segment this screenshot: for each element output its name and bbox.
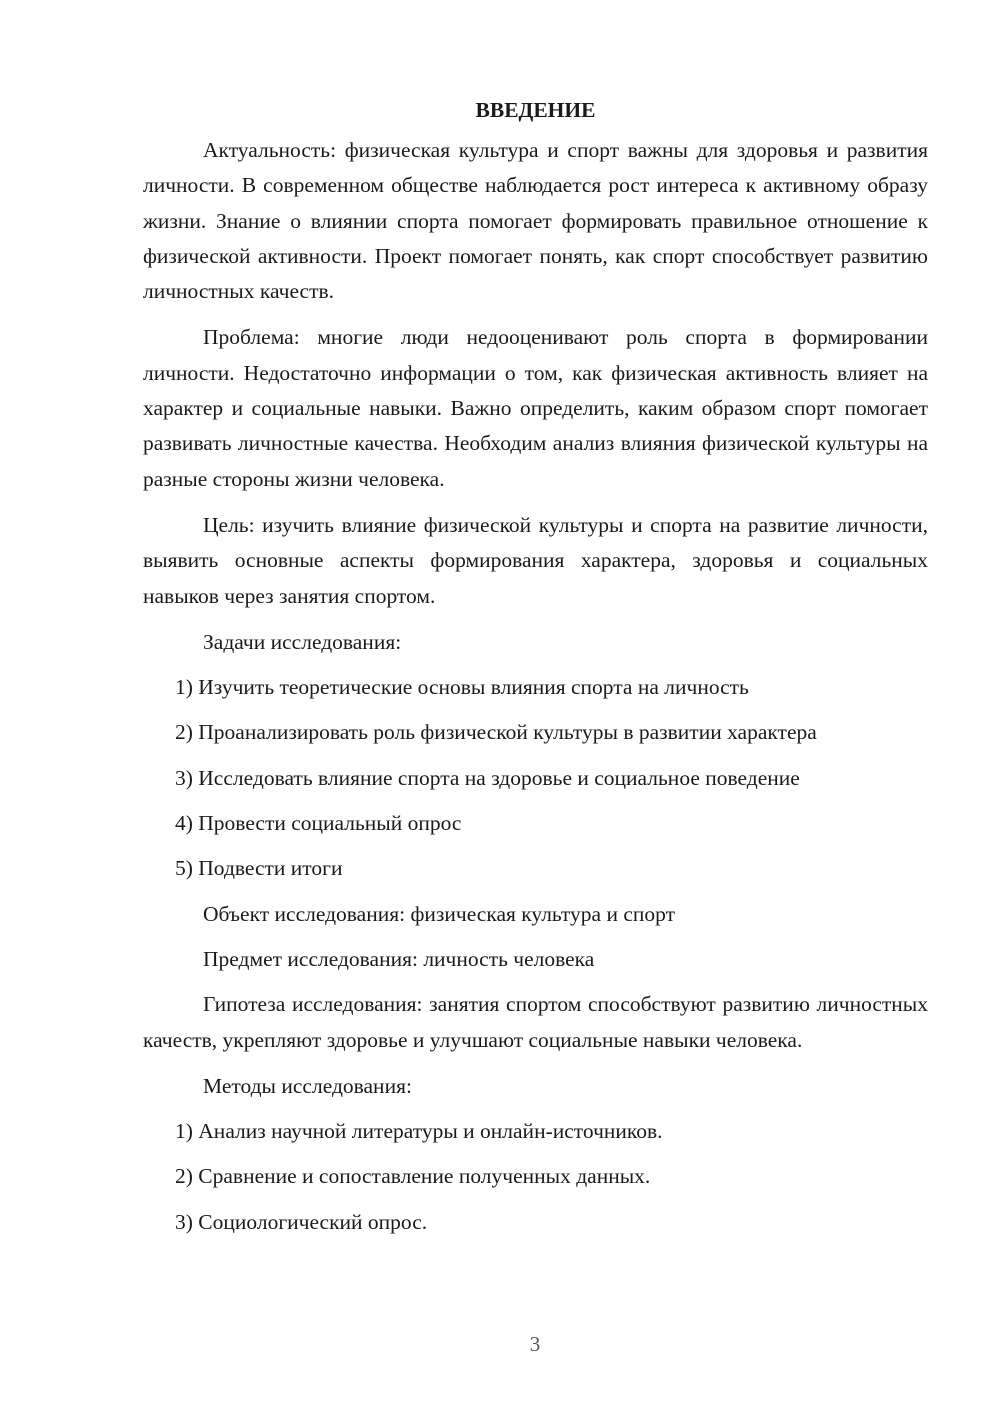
method-item: 3) Социологический опрос.	[175, 1209, 428, 1234]
method-item: 2) Сравнение и сопоставление полученных данных.	[175, 1164, 651, 1189]
relevance-paragraph: Актуальность: физическая культура и спорт важны для здоровья и развития личности. В современном обществе наблюдается рост интереса к активному образу жизни. Знание о влиянии спорта помогает формировать правильное отношение к физической активности. Проект помогает понять, как спорт способствует развитию личностных качеств.	[143, 138, 928, 304]
task-item: 3) Исследовать влияние спорта на здоровье и социальное поведение	[175, 765, 800, 790]
task-item: 1) Изучить теоретические основы влияния спорта на личность	[175, 675, 749, 700]
goal-paragraph: Цель: изучить влияние физической культуры и спорта на развитие личности, выявить основные аспекты формирования характера, здоровья и социальных навыков через занятия спортом.	[143, 512, 928, 608]
tasks-heading: Задачи исследования:	[203, 629, 402, 654]
methods-list	[143, 1114, 928, 1240]
methods-heading: Методы исследования:	[203, 1073, 412, 1098]
page-number: 3	[529, 1332, 541, 1356]
problem-paragraph: Проблема: многие люди недооценивают роль спорта в формировании личности. Недостаточно информации о том, как физическая активность влияет на характер и социальные навыки. Важно определить, каким образом спорт помогает развивать личностные качества. Необходим анализ влияния физической культуры на разные стороны жизни человека.	[143, 325, 928, 491]
tasks-list	[143, 670, 928, 886]
method-item: 1) Анализ научной литературы и онлайн-источников.	[175, 1119, 663, 1144]
object-line: Объект исследования: физическая культура и спорт	[203, 901, 675, 926]
section-title: ВВЕДЕНИЕ	[475, 98, 596, 122]
task-item: 5) Подвести итоги	[175, 856, 343, 881]
document-page	[143, 93, 928, 1250]
hypothesis-paragraph: Гипотеза исследования: занятия спортом способствуют развитию личностных качеств, укрепляют здоровье и улучшают социальные навыки человека.	[143, 992, 928, 1052]
task-item: 4) Провести социальный опрос	[175, 811, 462, 836]
subject-line: Предмет исследования: личность человека	[203, 946, 595, 971]
task-item: 2) Проанализировать роль физической культуры в развитии характера	[175, 720, 817, 745]
